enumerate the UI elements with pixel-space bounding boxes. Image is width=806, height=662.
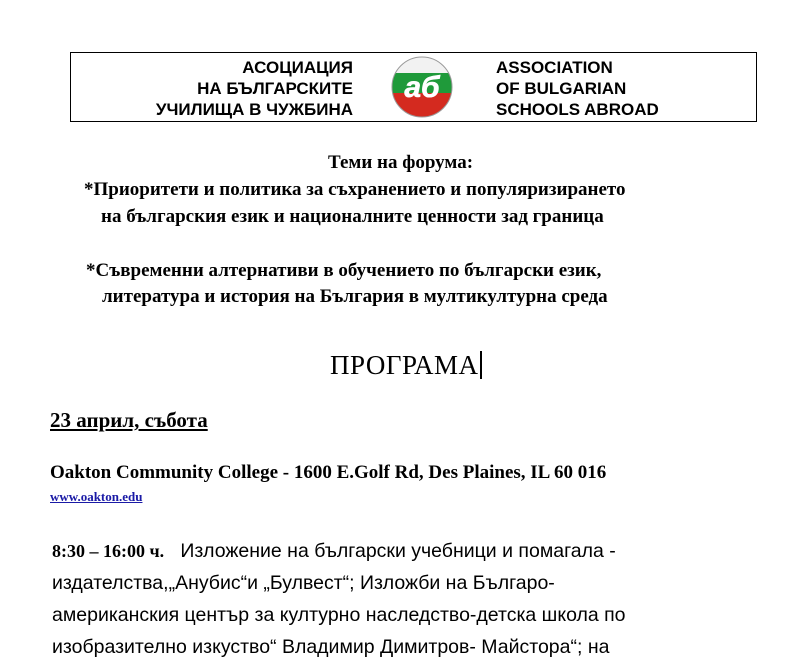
header-bg-line-1: АСОЦИАЦИЯ <box>242 58 353 77</box>
topic-1-line-2: на българския език и националните ценности зад граница <box>101 206 604 227</box>
header-en-line-1: ASSOCIATION <box>496 58 613 77</box>
program-line-3: американския център за културно наследство-детска школа по <box>52 604 626 626</box>
header-bg-line-2: НА БЪЛГАРСКИТЕ <box>197 79 353 98</box>
association-logo <box>389 55 455 119</box>
program-line-1-text: Изложение на български учебници и помагала - <box>180 540 616 562</box>
topic-2-line-1: *Съвременни алтернативи в обучението по български език, <box>86 260 602 281</box>
logo-text: аб <box>404 71 440 104</box>
topic-2-line-2: литература и история на България в мултикултурна среда <box>102 286 608 307</box>
program-time: 8:30 – 16:00 ч. <box>52 541 165 561</box>
program-line-4: изобразително изкуство“ Владимир Димитров- Майстора“; на <box>52 636 610 658</box>
event-date: 23 април, събота <box>50 408 208 432</box>
venue-address: Oakton Community College - 1600 E.Golf Rd, Des Plaines, IL 60 016 <box>50 462 607 483</box>
association-header <box>70 52 757 122</box>
program-line-2: издателства,„Анубис“и „Булвест“; Изложби на Българо- <box>52 572 555 594</box>
topics-heading: Теми на форума: <box>328 152 474 173</box>
program-line-1 <box>52 540 616 563</box>
header-en-line-2: OF BULGARIAN <box>496 79 627 98</box>
text-cursor <box>480 351 482 379</box>
program-title-text: ПРОГРАМА <box>330 350 479 380</box>
program-title <box>330 350 482 381</box>
header-bg-line-3: УЧИЛИЩА В ЧУЖБИНА <box>155 100 353 119</box>
header-english-name <box>496 57 756 120</box>
website-link[interactable]: www.oakton.edu <box>50 489 143 504</box>
header-en-line-3: SCHOOLS ABROAD <box>496 100 659 119</box>
topic-1-line-1: *Приоритети и политика за съхранението и популяризирането <box>84 179 626 200</box>
header-bulgarian-name <box>71 57 353 120</box>
